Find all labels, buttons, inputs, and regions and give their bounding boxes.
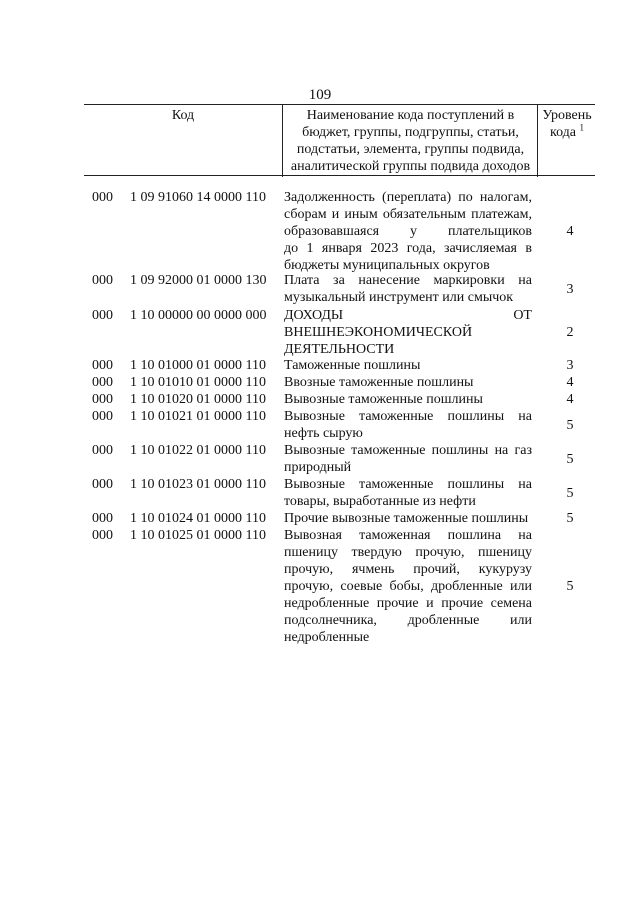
revenue-name — [284, 357, 532, 374]
code-level: 5 — [566, 452, 574, 467]
revenue-name-line: недробленные — [284, 630, 370, 645]
code-level: 5 — [566, 511, 574, 526]
revenue-name-line: природный — [284, 460, 352, 475]
revenue-name-line: Ввозные таможенные пошлины — [284, 375, 474, 390]
revenue-name-line: Вывозные таможенные пошлины на газ — [284, 443, 532, 458]
revenue-name-line: Плата за нанесение маркировки на — [284, 273, 532, 288]
admin-code: 000 — [92, 392, 113, 407]
revenue-name — [284, 442, 532, 476]
table-row — [0, 189, 640, 274]
revenue-name — [284, 527, 532, 646]
revenue-name-line: пшеницу твердую прочую, пшеницу — [284, 545, 532, 560]
revenue-name-line: сборам и иным обязательным платежам, — [284, 207, 532, 222]
footnote-mark: 1 — [579, 122, 585, 133]
revenue-name — [284, 272, 532, 306]
admin-code: 000 — [92, 409, 113, 424]
revenue-name-line: недробленные прочие и прочие семена — [284, 596, 532, 611]
revenue-name-line: прочую, соевые бобы, дробленные или — [284, 579, 532, 594]
header-name-line: аналитической группы подвида доходов — [290, 159, 531, 174]
header-level-label: кода — [549, 125, 577, 140]
admin-code: 000 — [92, 477, 113, 492]
revenue-name-line: Вывозная таможенная пошлина на — [284, 528, 532, 543]
revenue-name — [284, 374, 532, 391]
code-level: 4 — [566, 224, 574, 239]
admin-code: 000 — [92, 273, 113, 288]
revenue-code: 1 10 01023 01 0000 110 — [130, 477, 266, 492]
table-header — [84, 104, 595, 176]
revenue-name-line: бюджеты муниципальных округов — [284, 258, 490, 273]
revenue-name-line: Вывозные таможенные пошлины на — [284, 409, 532, 424]
table-row — [0, 374, 640, 391]
revenue-name-line: подсолнечника, дробленные или — [284, 613, 532, 628]
revenue-code: 1 09 91060 14 0000 110 — [130, 190, 266, 205]
table-row — [0, 527, 640, 646]
revenue-code: 1 10 01021 01 0000 110 — [130, 409, 266, 424]
header-name-line: Наименование кода поступлений в — [306, 108, 515, 123]
revenue-name-line: ВНЕШНЕЭКОНОМИЧЕСКОЙ — [284, 325, 473, 340]
revenue-name — [284, 510, 532, 527]
code-level: 3 — [566, 358, 574, 373]
revenue-name-line: Вывозные таможенные пошлины на — [284, 477, 532, 492]
table-row — [0, 442, 640, 476]
table-row — [0, 272, 640, 306]
admin-code: 000 — [92, 511, 113, 526]
table-row — [0, 476, 640, 510]
revenue-name-line: товары, выработанные из нефти — [284, 494, 476, 509]
table-row — [0, 391, 640, 408]
revenue-name-line: нефть сырую — [284, 426, 363, 441]
revenue-code: 1 09 92000 01 0000 130 — [130, 273, 267, 288]
admin-code: 000 — [92, 190, 113, 205]
revenue-name-line: ДОХОДЫ ОТ — [284, 308, 532, 323]
table-row — [0, 307, 640, 358]
code-level: 4 — [566, 375, 574, 390]
header-code: Код — [171, 108, 195, 123]
table-row — [0, 510, 640, 527]
page-number: 109 — [308, 87, 332, 103]
revenue-name — [284, 307, 532, 358]
revenue-name-line: прочую, ячмень прочий, кукурузу — [284, 562, 532, 577]
revenue-name — [284, 391, 532, 408]
code-level: 2 — [566, 325, 574, 340]
revenue-code: 1 10 01000 01 0000 110 — [130, 358, 266, 373]
code-level: 5 — [566, 418, 574, 433]
revenue-code: 1 10 01024 01 0000 110 — [130, 511, 266, 526]
table-row — [0, 408, 640, 442]
revenue-name — [284, 189, 532, 274]
revenue-name-line: до 1 января 2023 года, зачисляемая в — [284, 241, 532, 256]
revenue-code: 1 10 01022 01 0000 110 — [130, 443, 266, 458]
revenue-name-line: ДЕЯТЕЛЬНОСТИ — [284, 342, 395, 357]
revenue-name — [284, 408, 532, 442]
admin-code: 000 — [92, 358, 113, 373]
admin-code: 000 — [92, 308, 113, 323]
revenue-code: 1 10 01025 01 0000 110 — [130, 528, 266, 543]
revenue-name-line: Вывозные таможенные пошлины — [284, 392, 483, 407]
admin-code: 000 — [92, 443, 113, 458]
code-level: 5 — [566, 486, 574, 501]
code-level: 4 — [566, 392, 574, 407]
admin-code: 000 — [92, 375, 113, 390]
admin-code: 000 — [92, 528, 113, 543]
revenue-name-line: образовавшаяся у плательщиков — [284, 224, 532, 239]
revenue-name-line: Таможенные пошлины — [284, 358, 421, 373]
revenue-code: 1 10 01020 01 0000 110 — [130, 392, 266, 407]
header-name-line: бюджет, группы, подгруппы, статьи, — [302, 125, 519, 140]
code-level: 3 — [566, 282, 574, 297]
revenue-code: 1 10 01010 01 0000 110 — [130, 375, 266, 390]
table-row — [0, 357, 640, 374]
code-level: 5 — [566, 579, 574, 594]
header-level-line — [538, 124, 596, 141]
revenue-name — [284, 476, 532, 510]
revenue-code: 1 10 00000 00 0000 000 — [130, 308, 267, 323]
header-name — [282, 105, 538, 177]
header-level — [537, 105, 596, 177]
revenue-name-line: Прочие вывозные таможенные пошлины — [284, 511, 529, 526]
header-level-line: Уровень — [542, 108, 592, 123]
revenue-name-line: музыкальный инструмент или смычок — [284, 290, 514, 305]
header-name-line: подстатьи, элемента, группы подвида, — [296, 142, 525, 157]
revenue-name-line: Задолженность (переплата) по налогам, — [284, 190, 532, 205]
